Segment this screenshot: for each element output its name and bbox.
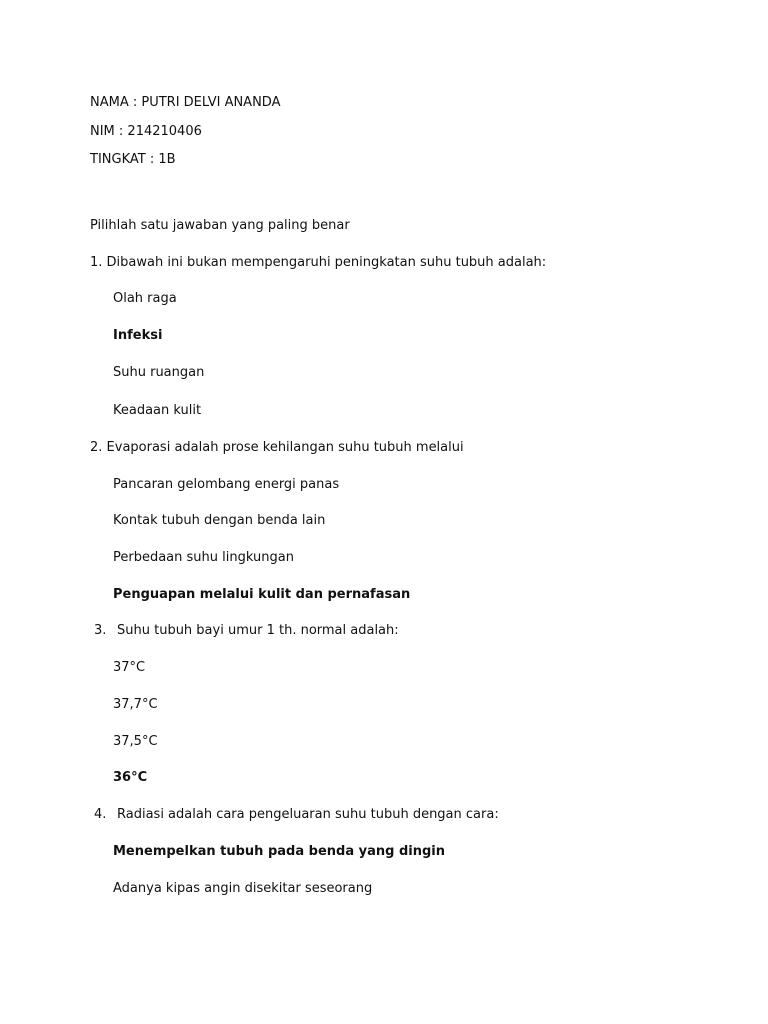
question-text: Evaporasi adalah prose kehilangan suhu tubuh melalui xyxy=(106,440,464,455)
question-number: 2. xyxy=(90,440,103,455)
question-number: 1. xyxy=(90,255,103,270)
question-text: Dibawah ini bukan mempengaruhi peningkatan suhu tubuh adalah: xyxy=(106,255,547,270)
question-text: Radiasi adalah cara pengeluaran suhu tubuh dengan cara: xyxy=(117,807,499,822)
question-2-option-2: Kontak tubuh dengan benda lain xyxy=(113,513,326,528)
question-text: Suhu tubuh bayi umur 1 th. normal adalah: xyxy=(117,623,399,638)
question-3 xyxy=(94,623,399,639)
question-4-option-2: Adanya kipas angin disekitar seseorang xyxy=(113,881,373,896)
question-2-option-1: Pancaran gelombang energi panas xyxy=(113,477,340,492)
student-nim: NIM : 214210406 xyxy=(90,124,202,139)
student-level: TINGKAT : 1B xyxy=(90,152,176,167)
question-3-option-4-answer: 36°C xyxy=(113,770,148,785)
question-1-option-2-answer: Infeksi xyxy=(113,328,163,343)
question-4-option-1-answer: Menempelkan tubuh pada benda yang dingin xyxy=(113,844,445,859)
question-4 xyxy=(94,807,499,823)
question-1 xyxy=(90,255,546,271)
question-3-option-2: 37,7°C xyxy=(113,697,158,712)
question-2 xyxy=(90,440,464,456)
instruction-text: Pilihlah satu jawaban yang paling benar xyxy=(90,218,350,233)
question-3-option-1: 37°C xyxy=(113,660,146,675)
question-1-option-4: Keadaan kulit xyxy=(113,403,202,418)
question-number: 3. xyxy=(94,623,107,638)
question-3-option-3: 37,5°C xyxy=(113,734,158,749)
student-name: NAMA : PUTRI DELVI ANANDA xyxy=(90,95,281,110)
question-number: 4. xyxy=(94,807,107,822)
question-1-option-1: Olah raga xyxy=(113,291,177,306)
question-1-option-3: Suhu ruangan xyxy=(113,365,205,380)
question-2-option-3: Perbedaan suhu lingkungan xyxy=(113,550,294,565)
question-2-option-4-answer: Penguapan melalui kulit dan pernafasan xyxy=(113,587,411,602)
